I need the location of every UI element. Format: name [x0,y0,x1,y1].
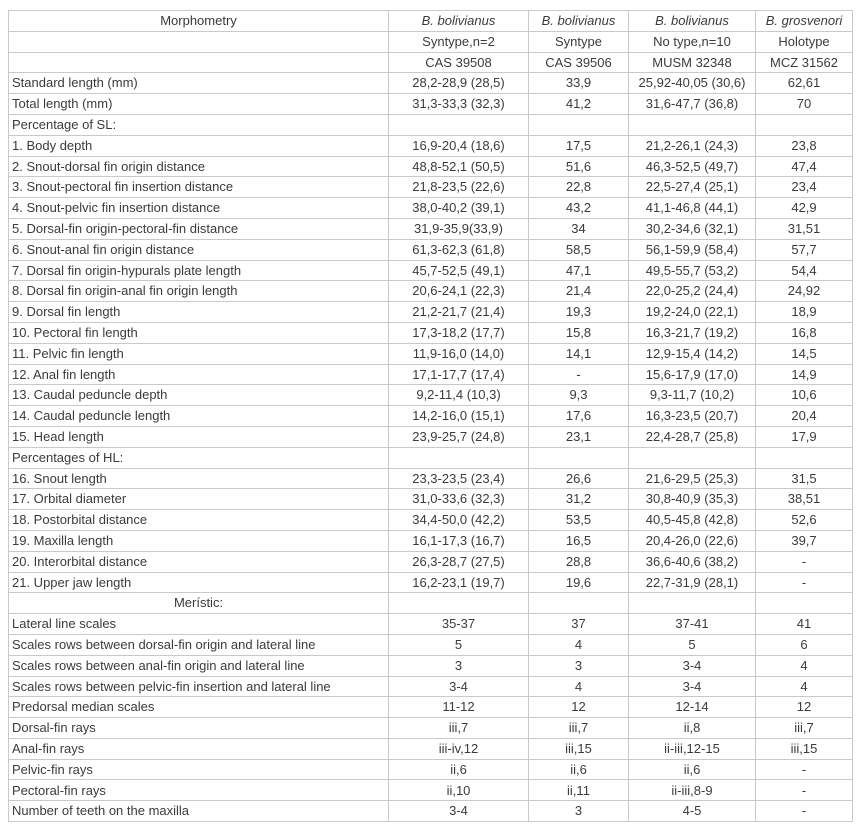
cell-value: ii,6 [629,759,756,780]
table-body [9,73,853,822]
cell-value: 39,7 [756,530,853,551]
specimen-type: Holotype [756,31,853,52]
table-row [9,759,853,780]
cell-value: 14,9 [756,364,853,385]
cell-value: 30,2-34,6 (32,1) [629,218,756,239]
cell-value: 15,8 [529,322,629,343]
cell-value: 12 [529,697,629,718]
specimen-type: No type,n=10 [629,31,756,52]
row-label: Lateral line scales [9,614,389,635]
row-label: Anal-fin rays [9,738,389,759]
cell-value: ii,6 [389,759,529,780]
cell-value: iii,7 [389,718,529,739]
cell-value: 17,6 [529,406,629,427]
cell-value: 16,8 [756,322,853,343]
table-row [9,177,853,198]
cell-value: 17,9 [756,426,853,447]
row-label: Total length (mm) [9,94,389,115]
cell-value: 23,1 [529,426,629,447]
header-row-catalog [9,52,853,73]
cell-value: 48,8-52,1 (50,5) [389,156,529,177]
table-row [9,135,853,156]
cell-value: 16,2-23,1 (19,7) [389,572,529,593]
table-row [9,218,853,239]
cell-value: 14,2-16,0 (15,1) [389,406,529,427]
table-row [9,364,853,385]
cell-value: - [756,759,853,780]
cell-value: - [756,801,853,822]
table-row [9,593,853,614]
cell-value [529,447,629,468]
empty-cell [9,31,389,52]
cell-value: 56,1-59,9 (58,4) [629,239,756,260]
row-label: 10. Pectoral fin length [9,322,389,343]
row-label: 9. Dorsal fin length [9,302,389,323]
cell-value: 40,5-45,8 (42,8) [629,510,756,531]
cell-value [389,593,529,614]
row-label: 19. Maxilla length [9,530,389,551]
cell-value: 12-14 [629,697,756,718]
cell-value: 30,8-40,9 (35,3) [629,489,756,510]
table-row [9,239,853,260]
cell-value: 10,6 [756,385,853,406]
table-row [9,718,853,739]
cell-value: 22,0-25,2 (24,4) [629,281,756,302]
cell-value: ii,6 [529,759,629,780]
cell-value [629,447,756,468]
cell-value: 21,6-29,5 (25,3) [629,468,756,489]
table-row [9,510,853,531]
cell-value: 24,92 [756,281,853,302]
table-row [9,738,853,759]
cell-value: 4 [756,676,853,697]
cell-value: ii-iii,8-9 [629,780,756,801]
cell-value: 61,3-62,3 (61,8) [389,239,529,260]
cell-value: 28,2-28,9 (28,5) [389,73,529,94]
cell-value: 23,4 [756,177,853,198]
cell-value: 17,3-18,2 (17,7) [389,322,529,343]
cell-value: 47,4 [756,156,853,177]
table-row [9,530,853,551]
table-row [9,94,853,115]
species-name: B. grosvenori [756,11,853,32]
cell-value: 35-37 [389,614,529,635]
cell-value: 3-4 [389,676,529,697]
cell-value: 5 [389,634,529,655]
cell-value: 9,3 [529,385,629,406]
cell-value: 21,2-26,1 (24,3) [629,135,756,156]
row-label: Number of teeth on the maxilla [9,801,389,822]
cell-value: 12,9-15,4 (14,2) [629,343,756,364]
cell-value: 11-12 [389,697,529,718]
cell-value: 28,8 [529,551,629,572]
cell-value [389,114,529,135]
cell-value: iii,15 [756,738,853,759]
catalog-number: CAS 39508 [389,52,529,73]
cell-value: iii-iv,12 [389,738,529,759]
cell-value: 23,8 [756,135,853,156]
cell-value: 14,1 [529,343,629,364]
cell-value: 14,5 [756,343,853,364]
cell-value: ii,8 [629,718,756,739]
cell-value: 4 [756,655,853,676]
row-label: 17. Orbital diameter [9,489,389,510]
cell-value: 23,3-23,5 (23,4) [389,468,529,489]
cell-value: ii,11 [529,780,629,801]
cell-value: 22,5-27,4 (25,1) [629,177,756,198]
row-label: 15. Head length [9,426,389,447]
cell-value: 37-41 [629,614,756,635]
cell-value: 4-5 [629,801,756,822]
row-label: Scales rows between pelvic-fin insertion and lateral line [9,676,389,697]
cell-value: 37 [529,614,629,635]
cell-value: 3-4 [629,655,756,676]
row-label: 8. Dorsal fin origin-anal fin origin length [9,281,389,302]
row-label: 1. Body depth [9,135,389,156]
cell-value: 41 [756,614,853,635]
row-label: 13. Caudal peduncle depth [9,385,389,406]
table-header [9,11,853,73]
table-row [9,489,853,510]
cell-value [629,114,756,135]
table-row [9,468,853,489]
catalog-number: MUSM 32348 [629,52,756,73]
cell-value: 62,61 [756,73,853,94]
row-label: 21. Upper jaw length [9,572,389,593]
row-label: Predorsal median scales [9,697,389,718]
cell-value: - [756,551,853,572]
cell-value: 22,7-31,9 (28,1) [629,572,756,593]
cell-value: 21,8-23,5 (22,6) [389,177,529,198]
cell-value: iii,15 [529,738,629,759]
row-label: Pectoral-fin rays [9,780,389,801]
table-row [9,676,853,697]
cell-value: 22,8 [529,177,629,198]
cell-value [756,593,853,614]
cell-value: 36,6-40,6 (38,2) [629,551,756,572]
cell-value: 4 [529,676,629,697]
cell-value: 16,9-20,4 (18,6) [389,135,529,156]
row-label: Scales rows between anal-fin origin and lateral line [9,655,389,676]
cell-value: 9,2-11,4 (10,3) [389,385,529,406]
cell-value: 16,3-21,7 (19,2) [629,322,756,343]
cell-value [756,447,853,468]
cell-value: 25,92-40,05 (30,6) [629,73,756,94]
cell-value: 3-4 [389,801,529,822]
cell-value: 38,0-40,2 (39,1) [389,198,529,219]
cell-value: 15,6-17,9 (17,0) [629,364,756,385]
table-row [9,655,853,676]
table-row [9,114,853,135]
cell-value: 31,5 [756,468,853,489]
cell-value: 57,7 [756,239,853,260]
table-row [9,447,853,468]
cell-value: 51,6 [529,156,629,177]
cell-value: 18,9 [756,302,853,323]
row-label: Standard length (mm) [9,73,389,94]
cell-value: 20,4 [756,406,853,427]
row-label: 2. Snout-dorsal fin origin distance [9,156,389,177]
row-label: 7. Dorsal fin origin-hypurals plate length [9,260,389,281]
table-row [9,780,853,801]
header-row-species [9,11,853,32]
table-row [9,614,853,635]
table-row [9,426,853,447]
header-row-specimen-type [9,31,853,52]
table-row [9,73,853,94]
cell-value [529,114,629,135]
cell-value: 19,6 [529,572,629,593]
cell-value: - [756,780,853,801]
catalog-number: CAS 39506 [529,52,629,73]
morphometry-table [8,10,853,822]
table-row [9,551,853,572]
cell-value: 41,1-46,8 (44,1) [629,198,756,219]
cell-value: 22,4-28,7 (25,8) [629,426,756,447]
cell-value: 20,6-24,1 (22,3) [389,281,529,302]
table-row [9,156,853,177]
cell-value: 4 [529,634,629,655]
row-label: 11. Pelvic fin length [9,343,389,364]
cell-value: 21,2-21,7 (21,4) [389,302,529,323]
table-row [9,302,853,323]
cell-value: 38,51 [756,489,853,510]
cell-value: 42,9 [756,198,853,219]
row-label: 6. Snout-anal fin origin distance [9,239,389,260]
cell-value: 16,1-17,3 (16,7) [389,530,529,551]
cell-value: 54,4 [756,260,853,281]
cell-value: 26,3-28,7 (27,5) [389,551,529,572]
row-label: 18. Postorbital distance [9,510,389,531]
cell-value: 53,5 [529,510,629,531]
table-row [9,801,853,822]
cell-value: 19,2-24,0 (22,1) [629,302,756,323]
row-label: 14. Caudal peduncle length [9,406,389,427]
cell-value: 70 [756,94,853,115]
table-row [9,634,853,655]
cell-value: iii,7 [756,718,853,739]
row-label: 4. Snout-pelvic fin insertion distance [9,198,389,219]
cell-value: 31,9-35,9(33,9) [389,218,529,239]
row-label: Merístic: [9,593,389,614]
cell-value: 52,6 [756,510,853,531]
cell-value: 31,51 [756,218,853,239]
species-name: B. bolivianus [629,11,756,32]
cell-value: iii,7 [529,718,629,739]
cell-value: 31,6-47,7 (36,8) [629,94,756,115]
cell-value: 47,1 [529,260,629,281]
table-row [9,281,853,302]
cell-value: 31,2 [529,489,629,510]
row-label: 5. Dorsal-fin origin-pectoral-fin distance [9,218,389,239]
row-label: Pelvic-fin rays [9,759,389,780]
cell-value: 16,5 [529,530,629,551]
cell-value: 20,4-26,0 (22,6) [629,530,756,551]
cell-value: 5 [629,634,756,655]
cell-value: 34,4-50,0 (42,2) [389,510,529,531]
cell-value: 3 [529,801,629,822]
row-label: 3. Snout-pectoral fin insertion distance [9,177,389,198]
table-row [9,385,853,406]
empty-cell [9,52,389,73]
cell-value: 31,3-33,3 (32,3) [389,94,529,115]
table-row [9,572,853,593]
table-row [9,260,853,281]
cell-value: ii-iii,12-15 [629,738,756,759]
specimen-type: Syntype,n=2 [389,31,529,52]
row-label: Percentage of SL: [9,114,389,135]
cell-value: 3-4 [629,676,756,697]
table-row [9,406,853,427]
cell-value: 19,3 [529,302,629,323]
table-row [9,343,853,364]
cell-value: 46,3-52,5 (49,7) [629,156,756,177]
cell-value: 17,1-17,7 (17,4) [389,364,529,385]
row-label: Scales rows between dorsal-fin origin and lateral line [9,634,389,655]
table-row [9,322,853,343]
cell-value: 17,5 [529,135,629,156]
cell-value: 33,9 [529,73,629,94]
row-label: 20. Interorbital distance [9,551,389,572]
cell-value [389,447,529,468]
cell-value: 16,3-23,5 (20,7) [629,406,756,427]
cell-value: 41,2 [529,94,629,115]
row-label: Dorsal-fin rays [9,718,389,739]
cell-value: 11,9-16,0 (14,0) [389,343,529,364]
catalog-number: MCZ 31562 [756,52,853,73]
cell-value: 3 [389,655,529,676]
cell-value: 43,2 [529,198,629,219]
row-label: Percentages of HL: [9,447,389,468]
cell-value: 45,7-52,5 (49,1) [389,260,529,281]
table-title: Morphometry [9,11,389,32]
row-label: 16. Snout length [9,468,389,489]
species-name: B. bolivianus [529,11,629,32]
species-name: B. bolivianus [389,11,529,32]
cell-value: ii,10 [389,780,529,801]
cell-value [529,593,629,614]
cell-value: 58,5 [529,239,629,260]
row-label: 12. Anal fin length [9,364,389,385]
cell-value [629,593,756,614]
cell-value: 21,4 [529,281,629,302]
cell-value: - [529,364,629,385]
cell-value: 9,3-11,7 (10,2) [629,385,756,406]
cell-value: 26,6 [529,468,629,489]
specimen-type: Syntype [529,31,629,52]
cell-value: 3 [529,655,629,676]
table-row [9,697,853,718]
cell-value: 34 [529,218,629,239]
cell-value: - [756,572,853,593]
table-row [9,198,853,219]
cell-value: 6 [756,634,853,655]
cell-value: 12 [756,697,853,718]
cell-value: 23,9-25,7 (24,8) [389,426,529,447]
cell-value [756,114,853,135]
cell-value: 49,5-55,7 (53,2) [629,260,756,281]
cell-value: 31,0-33,6 (32,3) [389,489,529,510]
